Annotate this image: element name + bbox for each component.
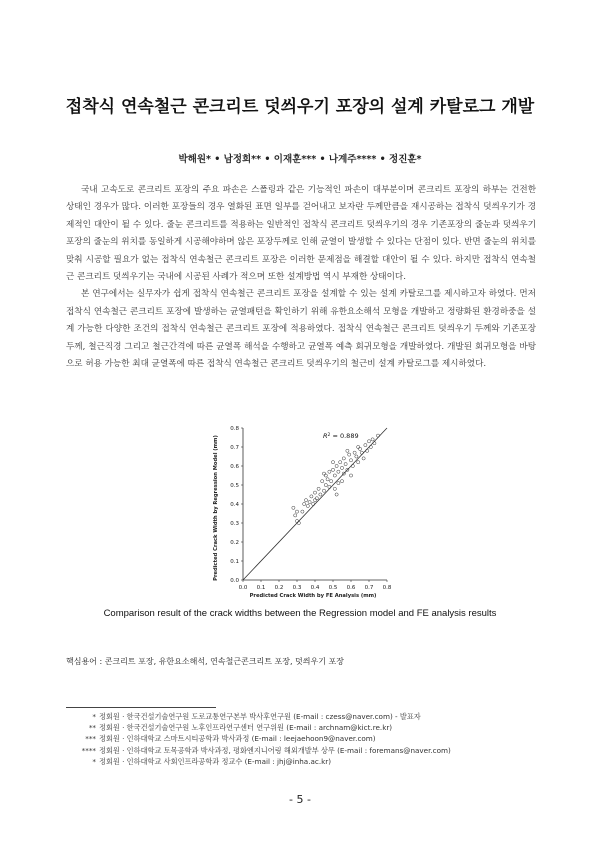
data-point (333, 474, 336, 477)
footnote-mark: **** (81, 745, 96, 755)
y-tick-label: 0.6 (230, 464, 239, 470)
x-tick-label: 0.0 (238, 585, 248, 591)
data-point (324, 483, 327, 486)
data-point (303, 502, 306, 505)
data-point (317, 487, 320, 490)
data-point (364, 444, 367, 447)
data-point (301, 510, 304, 513)
data-point (313, 491, 316, 494)
r-squared-symbol: R (323, 432, 328, 440)
abstract-paragraph-2: 본 연구에서는 실무자가 쉽게 접착식 연속철근 콘크리트 포장을 설계할 수 있는 설계 카탈로그를 제시하고자 하였다. 먼저 접착식 연속철근 콘크리트 포장에 발생하는 균열패턴을 확인하기 위해 유한요소해석 모형을 개발하고 정량화된 환경하중을 설계 가능한 다양한 조건의 접착식 연속철근 콘크리트 포장에 적용하였다. 접착식 연속철근 콘크리트 덧씌우기 두께와 기존포장 두께, 철근직경 그리고 철근간격에 따른 균열폭 해석을 수행하고 균열폭 예측 회귀모형을 개발하였다. 개발된 회귀모형을 바탕으로 허용 가능한 최대 균열폭에 따른 접착식 연속철근 콘크리트 덧씌우기의 철근비 설계 카탈로그를 제시하였다. (66, 289, 536, 370)
scatter-chart (205, 420, 395, 600)
footnote-mark: ** (88, 723, 96, 733)
y-tick-label: 0.5 (230, 483, 239, 489)
x-tick-label: 0.1 (256, 585, 266, 591)
footnote-3 (66, 733, 546, 744)
footnote-text: 정회원 · 한국건설기술연구원 노후인프라연구센터 연구위원 (E-mail : archnam@kict.re.kr) (99, 723, 393, 733)
footnote-text: 정회원 · 인하대학교 토목공학과 박사과정, 평화엔지니어링 해외개발부 상무 (E-mail : foremans@naver.com) (99, 745, 451, 755)
footnote-mark: *** (85, 734, 96, 744)
data-point (367, 440, 370, 443)
footnote-5 (66, 756, 546, 767)
y-tick-label: 0.2 (230, 540, 239, 546)
data-point (344, 463, 347, 466)
x-tick-label: 0.4 (310, 585, 320, 591)
footnote-text: 정회원 · 인하대학교 사회인프라공학과 정교수 (E-mail : jhj@inha.ac.kr) (99, 756, 332, 766)
data-point (331, 461, 334, 464)
data-point (362, 457, 365, 460)
x-tick-label: 0.5 (328, 585, 338, 591)
keywords: 핵심용어 : 콘크리트 포장, 유한요소해석, 연속철근콘크리트 포장, 덧씌우기 포장 (66, 657, 344, 666)
r-squared-exponent: 2 (327, 432, 331, 438)
data-point (294, 514, 297, 517)
y-tick-label: 0.0 (230, 578, 239, 584)
data-point (308, 501, 311, 504)
data-point (306, 504, 309, 507)
data-point (295, 510, 298, 513)
data-point (319, 493, 322, 496)
data-point (351, 464, 354, 467)
data-point (376, 434, 379, 437)
y-tick-label: 0.4 (230, 502, 239, 508)
data-point (331, 468, 334, 471)
author-list: 박해원* • 남정희** • 이재훈*** • 나계주**** • 정진훈* (178, 154, 422, 165)
data-point (328, 470, 331, 473)
y-tick-label: 0.3 (230, 521, 239, 527)
data-point (357, 461, 360, 464)
data-point (348, 453, 351, 456)
abstract-paragraph-1: 국내 고속도로 콘크리트 포장의 주요 파손은 스폴링과 같은 기능적인 파손이 대부분이며 콘크리트 포장의 하부는 건전한 상태인 경우가 많다. 이러한 포장들의 경우 열화된 표면 일부를 걷어내고 보자란 두께만큼을 재시공하는 접착식 덧씌우기가 경제적인 대안이 될 수 있다. 줄눈 콘크리트를 적용하는 일반적인 접착식 콘크리트 덧씌우기의 경우 기존포장의 줄눈과 덧씌우기 포장의 줄눈의 위치를 동일하게 시공해야하며 않은 포장두께로 인해 균열이 발생할 수 있다는 단점이 있다. 반면 줄눈의 위치를 맞춰 시공할 필요가 없는 접착식 연속철근 콘크리트 포장은 이러한 문제점을 해결할 대안이 될 수 있다. 하지만 접착식 연속철근 콘크리트 덧씌우기는 국내에 시공된 사례가 적으며 또한 설계방법 역시 부재한 상태이다. (66, 185, 536, 283)
data-point (292, 506, 295, 509)
y-tick-label: 0.8 (230, 426, 239, 432)
data-point (353, 451, 356, 454)
data-point (369, 445, 372, 448)
page-number: - 5 - (289, 793, 311, 806)
data-point (330, 480, 333, 483)
data-point (371, 438, 374, 441)
data-point (312, 502, 315, 505)
data-point (328, 485, 331, 488)
data-point (349, 474, 352, 477)
scatter-figure (205, 420, 395, 600)
footnote-text: 정회원 · 인하대학교 스마트시티공학과 박사과정 (E-mail : leejaehoon9@naver.com) (99, 734, 376, 744)
data-point (335, 464, 338, 467)
x-tick-label: 0.6 (346, 585, 356, 591)
footnote-4 (66, 745, 546, 756)
footnote-rule (66, 707, 216, 708)
data-point (373, 442, 376, 445)
footnote-mark: * (92, 756, 96, 766)
data-point (349, 459, 352, 462)
data-point (321, 480, 324, 483)
x-tick-label: 0.7 (364, 585, 374, 591)
x-tick-label: 0.3 (292, 585, 302, 591)
data-point (295, 520, 298, 523)
footnote-text: 정회원 · 한국건설기술연구원 도로교통연구본부 박사후연구원 (E-mail : czess@naver.com) - 발표자 (99, 712, 421, 721)
data-point (346, 449, 349, 452)
r-squared-annotation (323, 432, 359, 441)
figure-caption: Comparison result of the crack widths between the Regression model and FE analysis results (103, 608, 497, 619)
data-point (324, 474, 327, 477)
data-point (297, 521, 300, 524)
data-point (315, 497, 318, 500)
data-point (310, 495, 313, 498)
r-squared-value: = 0.889 (330, 432, 359, 440)
data-point (313, 499, 316, 502)
data-point (322, 489, 325, 492)
data-point (358, 447, 361, 450)
footnote-2 (66, 722, 546, 733)
data-point (333, 487, 336, 490)
data-point (335, 493, 338, 496)
footnote-mark: * (92, 712, 96, 721)
x-axis-label: Predicted Crack Width by FE Analysis (mm) (249, 593, 377, 599)
data-point (357, 445, 360, 448)
data-point (355, 455, 358, 458)
data-point (360, 451, 363, 454)
data-point (322, 472, 325, 475)
x-tick-label: 0.8 (382, 585, 392, 591)
x-tick-label: 0.2 (274, 585, 284, 591)
data-point (342, 457, 345, 460)
data-point (366, 449, 369, 452)
footnote-1 (66, 711, 546, 722)
abstract (66, 182, 536, 373)
paper-title: 접착식 연속철근 콘크리트 덧씌우기 포장의 설계 카탈로그 개발 (65, 97, 535, 117)
data-point (326, 478, 329, 481)
y-axis-label: Predicted Crack Width by Regression Model (mm) (213, 435, 219, 581)
y-tick-label: 0.1 (230, 559, 239, 565)
data-point (337, 482, 340, 485)
y-tick-label: 0.7 (230, 445, 239, 451)
data-point (340, 466, 343, 469)
data-point (340, 480, 343, 483)
footnotes (66, 711, 546, 767)
data-point (337, 470, 340, 473)
data-point (339, 461, 342, 464)
data-point (304, 499, 307, 502)
